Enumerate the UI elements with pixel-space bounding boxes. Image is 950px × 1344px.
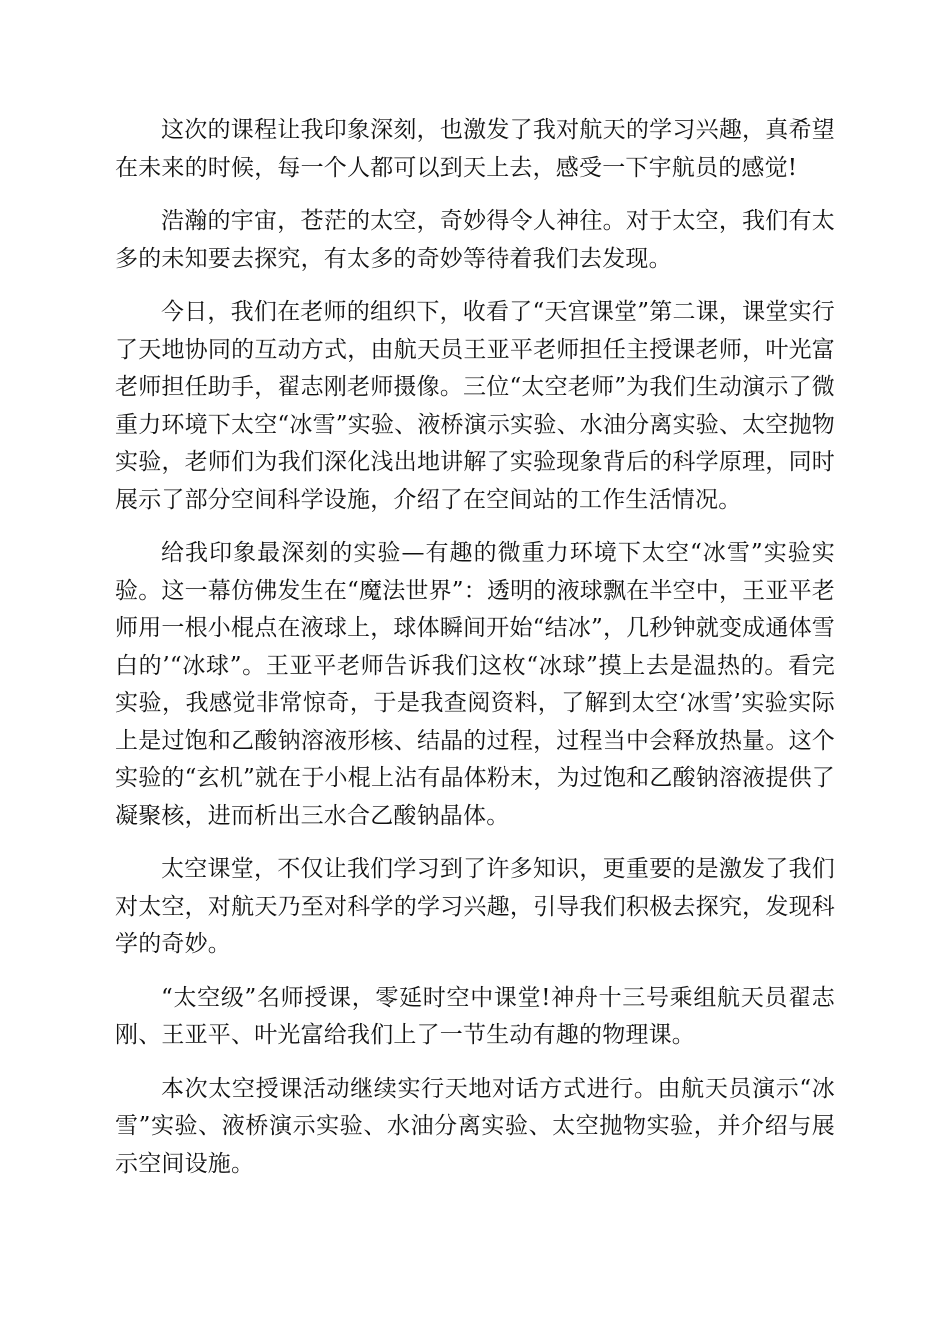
paragraph-4: 给我印象最深刻的实验—有趣的微重力环境下太空“冰雪”实验实验。这一幕仿佛发生在“魔法世界”：透明的液球飘在半空中，王亚平老师用一根小棍点在液球上，球体瞬间开始“结冰”，几秒钟就变成通体雪白的’“冰球”。王亚平老师告诉我们这枚“冰球”摸上去是温热的。看完实验，我感觉非常惊奇，于是我查阅资料，了解到太空‘冰雪’实验实际上是过饱和乙酸钠溶液形核、结晶的过程，过程当中会释放热量。这个实验的“玄机”就在于小棍上沾有晶体粉末，为过饱和乙酸钠溶液提供了凝聚核，进而析出三水合乙酸钠晶体。 [115,540,835,829]
paragraph-2: 浩瀚的宇宙，苍茫的太空，奇妙得令人神往。对于太空，我们有太多的未知要去探究，有太多的奇妙等待着我们去发现。 [115,208,835,272]
paragraph-6: “太空级”名师授课，零延时空中课堂!神舟十三号乘组航天员翟志刚、王亚平、叶光富给我们上了一节生动有趣的物理课。 [115,984,835,1048]
paragraph-7: 本次太空授课活动继续实行天地对话方式进行。由航天员演示“冰雪”实验、液桥演示实验、水油分离实验、太空抛物实验，并介绍与展示空间设施。 [115,1075,835,1177]
paragraph-1: 这次的课程让我印象深刻，也激发了我对航天的学习兴趣，真希望在未来的时候，每一个人都可以到天上去，感受一下宇航员的感觉! [115,117,835,181]
document-body [115,112,835,1199]
paragraph-3: 今日，我们在老师的组织下，收看了“天宫课堂”第二课，课堂实行了天地协同的互动方式，由航天员王亚平老师担任主授课老师，叶光富老师担任助手，翟志刚老师摄像。三位“太空老师”为我们生动演示了微重力环境下太空“冰雪”实验、液桥演示实验、水油分离实验、太空抛物实验，老师们为我们深化浅出地讲解了实验现象背后的科学原理，同时展示了部分空间科学设施，介绍了在空间站的工作生活情况。 [115,299,835,513]
paragraph-5: 太空课堂，不仅让我们学习到了许多知识，更重要的是激发了我们对太空，对航天乃至对科学的学习兴趣，引导我们积极去探究，发现科学的奇妙。 [115,856,835,957]
